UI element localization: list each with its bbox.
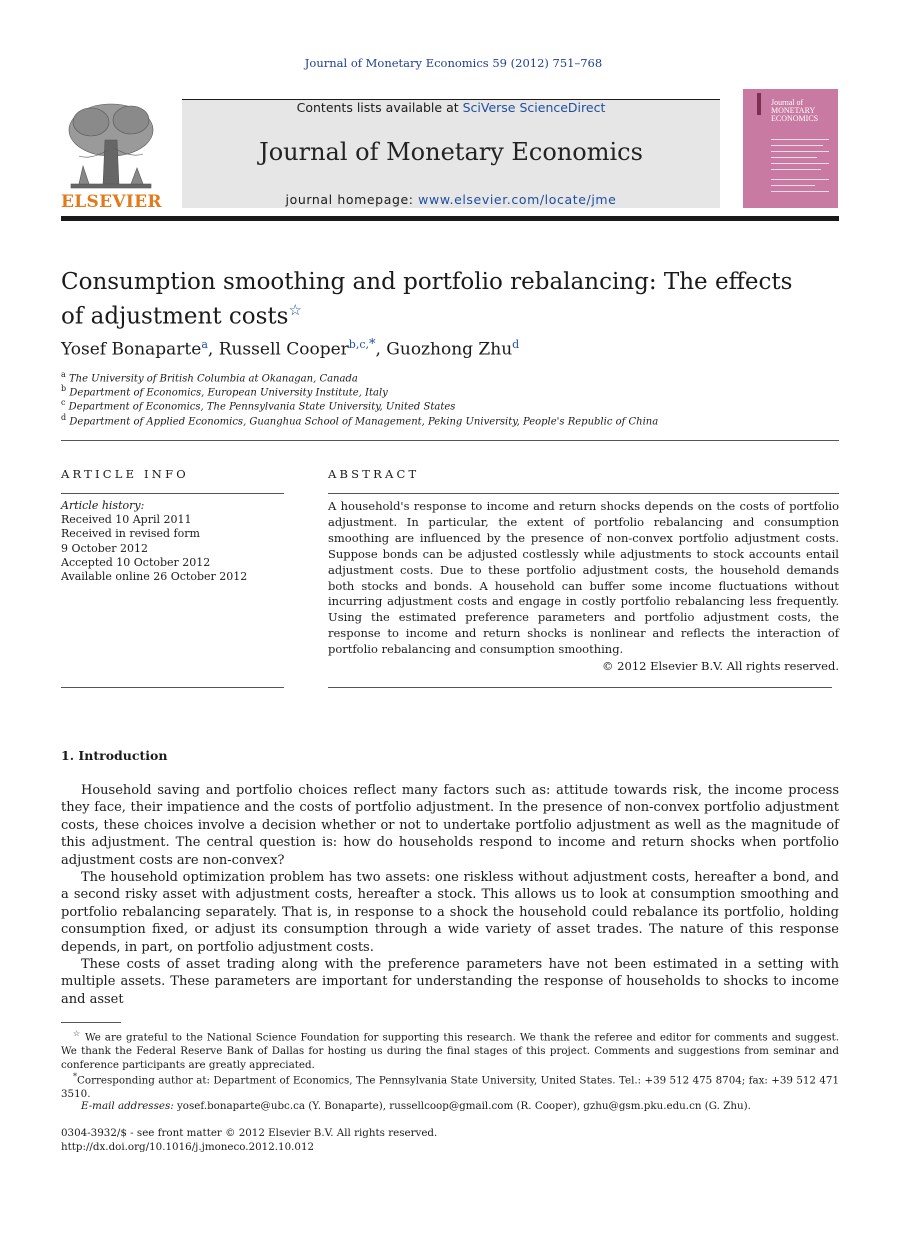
- affiliation: [61, 384, 388, 398]
- affiliation-text: Department of Economics, The Pennsylvania State University, United States: [68, 401, 456, 413]
- history-entry: Received 10 April 2011: [61, 513, 192, 527]
- cover-logo-mark: [757, 93, 761, 115]
- footnote-corresponding-mark: *: [73, 1072, 77, 1081]
- affiliation-mark: b: [61, 384, 67, 393]
- article-title: [61, 268, 821, 331]
- affiliation-mark: a: [61, 370, 66, 379]
- affiliation-text: Department of Applied Economics, Guanghua School of Management, Peking University, People's Republic of China: [69, 416, 659, 428]
- homepage-prefix: journal homepage:: [285, 192, 419, 207]
- corresponding-text: Corresponding author at: Department of Economics, The Pennsylvania State University, United States. Tel.: +39 512 475 8704; fax: +39 512 471 3510.: [61, 1074, 839, 1101]
- acknowledgment-text: We are grateful to the National Science Foundation for supporting this research. We thank the referee and editor for comments and suggest. We thank the Federal Reserve Bank of Dallas for hosting us during the final stages of this project. Comments and suggestions from seminar and conference participants are greatly appreciated.: [61, 1031, 839, 1072]
- doi-link[interactable]: http://dx.doi.org/10.1016/j.jmoneco.2012.10.012: [61, 1141, 315, 1153]
- footnote-rule: [61, 1022, 121, 1023]
- article-info-heading: ARTICLE INFO: [61, 467, 189, 481]
- header-divider: [61, 216, 839, 221]
- body-paragraph: Household saving and portfolio choices reflect many factors such as: attitude towards risk, the income process they face, their impatience and the costs of portfolio adjustment. In the presence of non-convex portfolio adjustment costs, these choices involve a decision whether or not to undertake portfolio adjustment as well as the magnitude of this adjustment. The central question is: how do households respond to income and return shocks when portfolio adjustment costs are non-convex?: [61, 783, 839, 868]
- contents-prefix: Contents lists available at: [296, 100, 463, 115]
- author-affiliation-mark[interactable]: a: [201, 338, 208, 351]
- affiliation-mark: d: [61, 413, 67, 422]
- journal-reference[interactable]: Journal of Monetary Economics 59 (2012) 751–768: [304, 56, 603, 70]
- footnote-emails: [61, 1099, 839, 1113]
- journal-cover-thumbnail[interactable]: [743, 89, 838, 208]
- history-entry: 9 October 2012: [61, 541, 149, 555]
- affiliation-mark: c: [61, 398, 66, 407]
- sciencedirect-link[interactable]: SciVerse ScienceDirect: [462, 100, 606, 115]
- footnote-corresponding: [61, 1070, 839, 1101]
- elsevier-wordmark: ELSEVIER: [61, 192, 162, 212]
- email-addresses[interactable]: yosef.bonaparte@ubc.ca (Y. Bonaparte), russellcoop@gmail.com (R. Cooper), gzhu@gsm.pku.edu.cn (G. Zhu).: [173, 1100, 751, 1112]
- abstract-rule: [328, 493, 839, 494]
- section-heading-introduction: 1. Introduction: [61, 748, 168, 763]
- issn-line: 0304-3932/$ - see front matter © 2012 Elsevier B.V. All rights reserved.: [61, 1127, 438, 1139]
- history-entry: Available online 26 October 2012: [61, 570, 248, 584]
- footnote-star-mark: ☆: [73, 1029, 81, 1038]
- abstract-bottom-rule: [328, 687, 832, 688]
- author-separator: ,: [375, 339, 387, 360]
- author-list: [61, 337, 821, 360]
- author-affiliation-mark[interactable]: b,c,: [348, 338, 369, 351]
- title-footnote-mark[interactable]: ☆: [288, 301, 302, 319]
- affiliation-text: The University of British Columbia at Okanagan, Canada: [68, 373, 358, 385]
- title-line2: of adjustment costs: [61, 303, 289, 330]
- email-label: E-mail addresses:: [81, 1100, 174, 1112]
- history-entry: Accepted 10 October 2012: [61, 555, 211, 569]
- cover-title: Journal of MONETARY ECONOMICS: [771, 98, 819, 123]
- affiliation-divider: [61, 440, 839, 441]
- history-entry: Received in revised form: [61, 527, 200, 541]
- homepage-link[interactable]: www.elsevier.com/locate/jme: [418, 192, 617, 207]
- author-name[interactable]: Yosef Bonaparte: [61, 339, 202, 360]
- corresponding-author-mark[interactable]: *: [368, 337, 376, 352]
- author-separator: ,: [207, 339, 219, 360]
- author-name[interactable]: Russell Cooper: [218, 339, 349, 360]
- body-paragraph: The household optimization problem has two assets: one riskless without adjustment costs, hereafter a bond, and a second risky asset with adjustment costs, hereafter a stock. This allows us to look at consumption smoothing and portfolio rebalancing separately. That is, in response to a shock the household could rebalance its portfolio, holding consumption fixed, or adjust its consumption through a wide variety of asset trades. The nature of this response depends, in part, on portfolio adjustment costs.: [61, 870, 839, 955]
- affiliation: [61, 398, 455, 412]
- affiliation: [61, 413, 658, 427]
- abstract-copyright: © 2012 Elsevier B.V. All rights reserved.: [602, 659, 839, 673]
- article-info-rule: [61, 493, 284, 494]
- journal-title: Journal of Monetary Economics: [259, 138, 643, 166]
- contents-line: [182, 100, 720, 115]
- body-paragraph: These costs of asset trading along with the preference parameters have not been estimated in a setting with multiple assets. These parameters are important for understanding the response of households to shocks to income and asset: [61, 957, 839, 1007]
- affiliation-text: Department of Economics, European University Institute, Italy: [69, 387, 388, 399]
- article-history: [61, 499, 286, 584]
- affiliation: [61, 370, 358, 384]
- homepage-line: [182, 192, 720, 207]
- history-label: Article history:: [61, 499, 145, 512]
- abstract-text: A household's response to income and return shocks depends on the costs of portfolio adjustment. In particular, the extent of portfolio rebalancing and consumption smoothing are influenced by the presence of non-convex portfolio adjustment costs. Suppose bonds can be adjusted costlessly while adjustments to stock accounts entail adjustment costs. Due to these portfolio adjustment costs, the household demands both stocks and bonds. A household can buffer some income fluctuations without incurring adjustment costs and engage in costly portfolio rebalancing less frequently. Using the estimated preference parameters and portfolio adjustment costs, the response to income and return shocks is nonlinear and reflects the interaction of portfolio rebalancing and consumption smoothing.: [328, 499, 839, 657]
- author-name[interactable]: Guozhong Zhu: [386, 339, 513, 360]
- author-affiliation-mark[interactable]: d: [512, 338, 520, 351]
- footnote-acknowledgment: [61, 1027, 839, 1072]
- article-info-bottom-rule: [61, 687, 284, 688]
- title-line1: Consumption smoothing and portfolio rebalancing: The effects: [61, 269, 793, 295]
- abstract-heading: ABSTRACT: [328, 467, 420, 481]
